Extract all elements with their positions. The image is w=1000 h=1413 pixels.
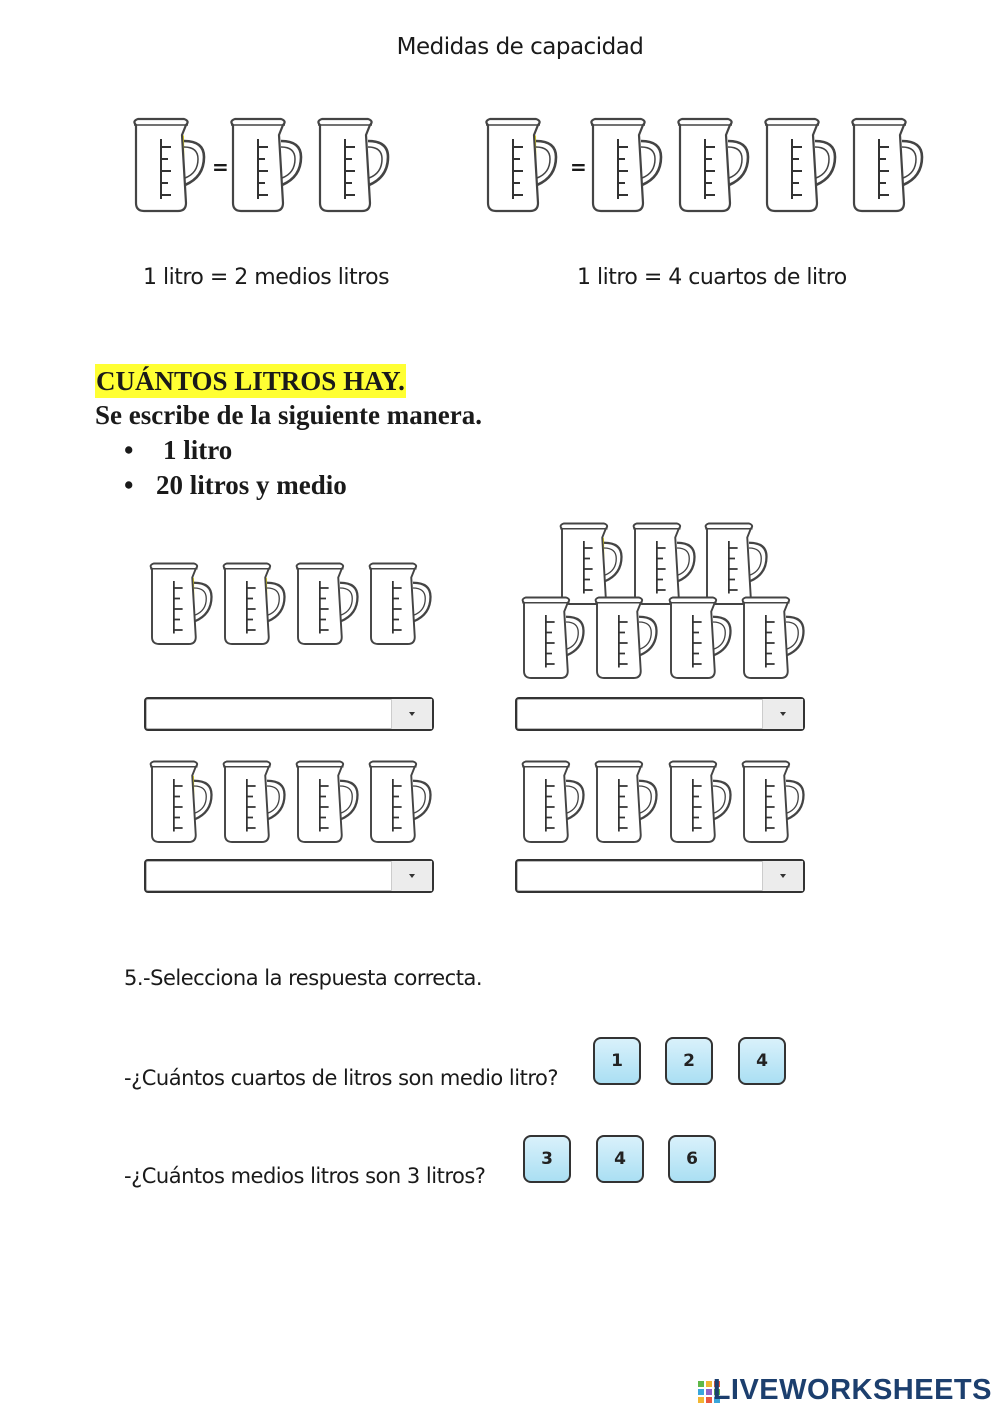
brand-footer: LIVEWORKSHEETS [712, 1374, 992, 1406]
example-text: 1 litro [163, 435, 233, 465]
dropdown-arrow-icon[interactable] [762, 861, 803, 891]
example-text: 20 litros y medio [156, 470, 347, 500]
measuring-jug-icon [590, 594, 660, 682]
measuring-jug-icon [291, 560, 361, 648]
measuring-jug-icon [737, 758, 807, 846]
measuring-jug-icon [291, 758, 361, 846]
equivalence-caption-quarters: 1 litro = 4 cuartos de litro [577, 265, 847, 290]
option-button[interactable]: 6 [668, 1135, 716, 1183]
measuring-jug-icon [364, 758, 434, 846]
measuring-jug-icon [664, 594, 734, 682]
question-text: -¿Cuántos medios litros son 3 litros? [124, 1164, 486, 1188]
measuring-jug-icon [145, 758, 215, 846]
measuring-jug-icon [585, 115, 665, 215]
dropdown-arrow-icon[interactable] [391, 861, 432, 891]
measuring-jug-icon [737, 594, 807, 682]
section-heading: CUÁNTOS LITROS HAY. [96, 366, 405, 396]
answer-dropdown-3[interactable] [144, 859, 434, 893]
option-button[interactable]: 4 [596, 1135, 644, 1183]
measuring-jug-icon [145, 560, 215, 648]
option-button[interactable]: 3 [523, 1135, 571, 1183]
dropdown-arrow-icon[interactable] [762, 699, 803, 729]
answer-dropdown-1[interactable] [144, 697, 434, 731]
option-button[interactable]: 1 [593, 1037, 641, 1085]
equivalence-caption-halves: 1 litro = 2 medios litros [143, 265, 390, 290]
page-title: Medidas de capacidad [396, 34, 644, 60]
equals-sign: = [212, 155, 229, 179]
measuring-jug-icon [846, 115, 926, 215]
measuring-jug-icon [517, 594, 587, 682]
measuring-jug-icon [480, 115, 560, 215]
measuring-jug-icon [218, 758, 288, 846]
section-instruction: Se escribe de la siguiente manera. [95, 400, 482, 430]
bullet-icon: • [124, 470, 134, 500]
option-button[interactable]: 4 [738, 1037, 786, 1085]
equals-sign: = [570, 155, 587, 179]
measuring-jug-icon [517, 758, 587, 846]
measuring-jug-icon [364, 560, 434, 648]
dropdown-arrow-icon[interactable] [391, 699, 432, 729]
measuring-jug-icon [672, 115, 752, 215]
measuring-jug-icon [128, 115, 208, 215]
measuring-jug-icon [218, 560, 288, 648]
measuring-jug-icon [759, 115, 839, 215]
option-button[interactable]: 2 [665, 1037, 713, 1085]
bullet-icon: • [124, 435, 134, 465]
answer-dropdown-4[interactable] [515, 859, 805, 893]
measuring-jug-icon [312, 115, 392, 215]
exercise-title: 5.-Selecciona la respuesta correcta. [124, 966, 483, 990]
measuring-jug-icon [225, 115, 305, 215]
question-text: -¿Cuántos cuartos de litros son medio litro? [124, 1066, 559, 1090]
measuring-jug-icon [664, 758, 734, 846]
measuring-jug-icon [590, 758, 660, 846]
answer-dropdown-2[interactable] [515, 697, 805, 731]
